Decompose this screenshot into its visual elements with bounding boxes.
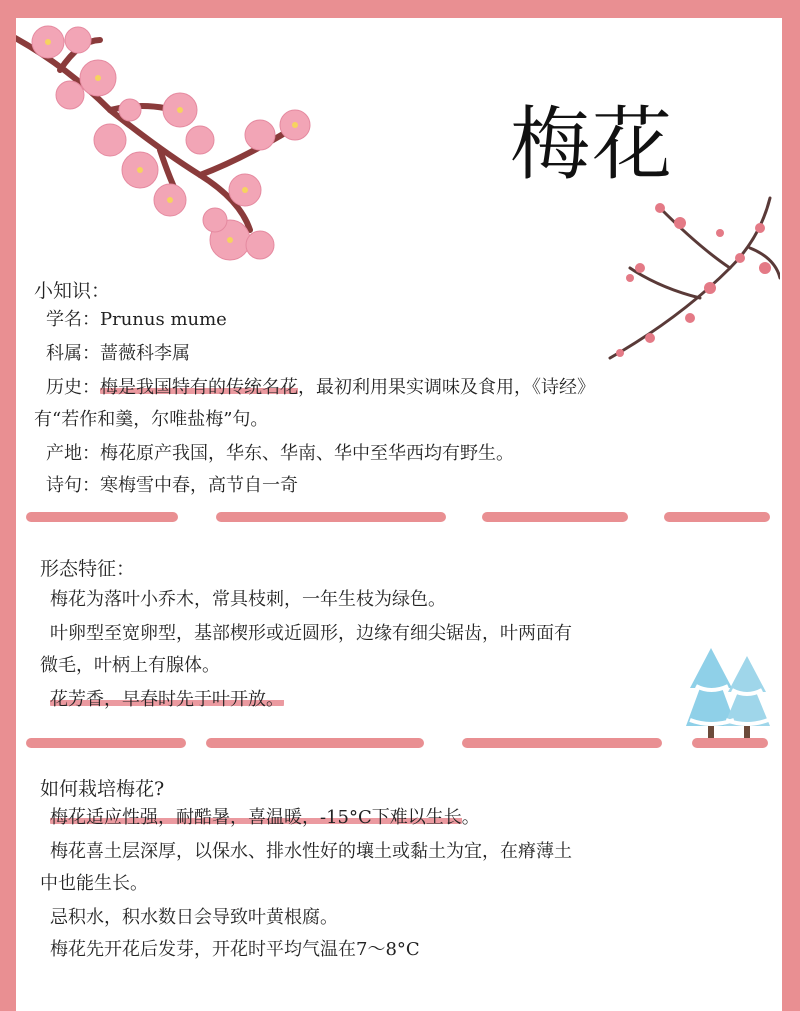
- history-line: [46, 374, 595, 401]
- poem-label: 诗句：: [46, 475, 100, 496]
- sci-name-value: Prunus mume: [100, 309, 227, 330]
- history-rest: ，最初利用果实调味及食用，《诗经》: [298, 377, 595, 398]
- origin-value: 梅花原产我国，华东、华南、华中至华西均有野生。: [100, 443, 514, 464]
- sci-name-label: 学名：: [46, 309, 100, 330]
- poem-line: [46, 472, 298, 499]
- morphology-heading: 形态特征：: [40, 558, 136, 580]
- plum-branch-right-illustration: [590, 168, 780, 368]
- morphology-highlight: 花芳香，早春时先于叶开放。: [50, 689, 284, 710]
- origin-label: 产地：: [46, 443, 100, 464]
- origin-line: [46, 440, 514, 467]
- morphology-line-2: 叶卵型至宽卵型，基部楔形或近圆形，边缘有细尖锯齿，叶两面有: [50, 623, 572, 644]
- morphology-line-1: 梅花为落叶小乔木，常具枝刺，一年生枝为绿色。: [50, 589, 446, 610]
- content-paper: [16, 18, 782, 1011]
- cultivation-line-5: 梅花先开花后发芽，开花时平均气温在7～8°C: [50, 939, 420, 960]
- page-title: 梅花: [510, 98, 674, 191]
- family-line: [46, 340, 190, 367]
- divider-1: [16, 512, 782, 524]
- sci-name-line: [46, 306, 227, 333]
- morphology-line-3: 微毛，叶柄上有腺体。: [40, 655, 220, 676]
- cultivation-line-3: 中也能生长。: [40, 873, 148, 894]
- cultivation-line-1-end: 。: [461, 807, 480, 828]
- poem-value: 寒梅雪中春，高节自一奇: [100, 475, 298, 496]
- family-label: 科属：: [46, 343, 100, 364]
- cultivation-heading: 如何栽培梅花?: [40, 778, 165, 800]
- morphology-line-4: [50, 686, 284, 713]
- cultivation-highlight: 梅花适应性强，耐酷暑，喜温暖，-15°C下难以生长: [50, 807, 462, 828]
- plum-branch-left-illustration: [16, 18, 340, 290]
- cultivation-line-4: 忌积水，积水数日会导致叶黄根腐。: [50, 907, 338, 928]
- family-value: 蔷薇科李属: [100, 343, 190, 364]
- cultivation-line-1: [50, 804, 480, 831]
- divider-2: [16, 738, 782, 750]
- knowledge-heading: 小知识：: [34, 280, 111, 302]
- cultivation-line-2: 梅花喜土层深厚，以保水、排水性好的壤土或黏土为宜，在瘠薄土: [50, 841, 572, 862]
- history-line-2: 有“若作和羹，尔唯盐梅”句。: [34, 409, 269, 430]
- history-highlight: 梅是我国特有的传统名花: [100, 377, 298, 398]
- history-label: 历史：: [46, 377, 100, 398]
